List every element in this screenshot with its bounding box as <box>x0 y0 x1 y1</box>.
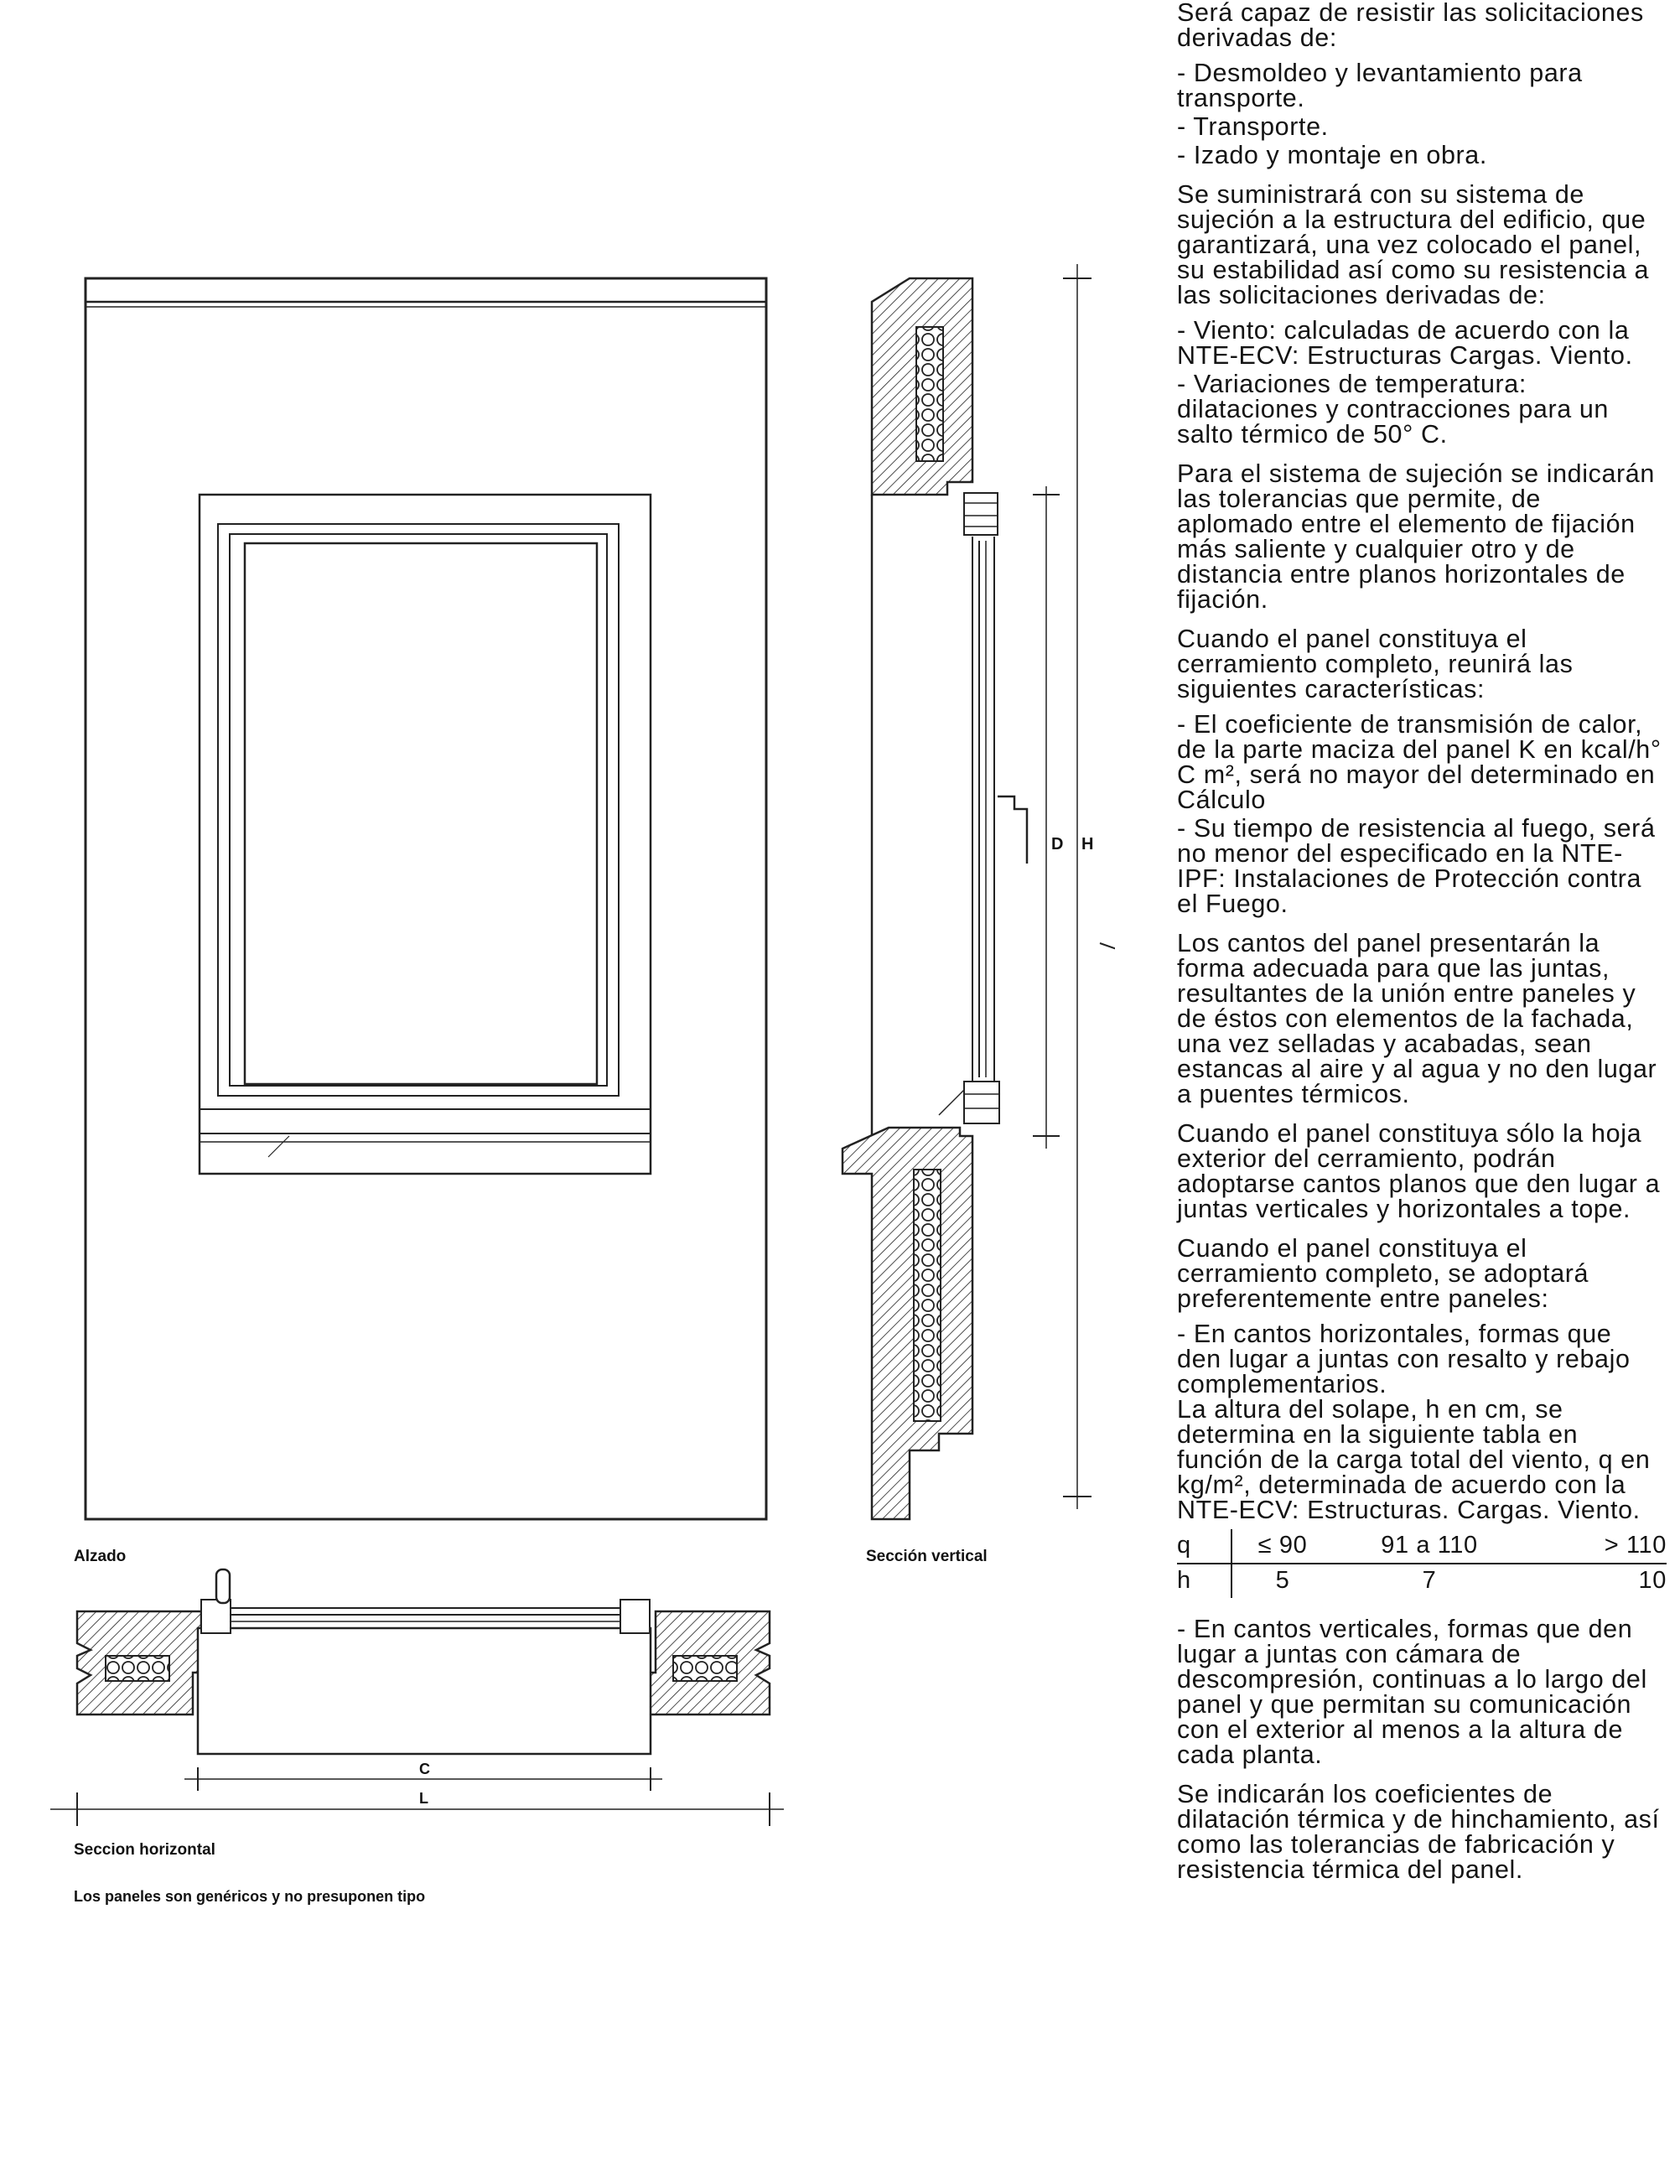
alzado-caption: Alzado <box>74 1548 127 1565</box>
paragraph: Será capaz de resistir las solicitaciones derivadas de: <box>1177 0 1644 52</box>
table-cell: 91 a 110 <box>1333 1529 1526 1564</box>
vertical-section-drawing <box>843 264 1115 1519</box>
paragraph: Cuando el panel constituya el cerramiento completo, reunirá las siguientes características: <box>1177 625 1574 703</box>
table-row <box>1177 1564 1667 1598</box>
dimension-d-label: D <box>1051 835 1064 853</box>
paragraph: Cuando el panel constituya el cerramiento completo, se adoptará preferentemente entre paneles: <box>1177 1234 1589 1313</box>
list-item: - Viento: calculadas de acuerdo con la NTE-ECV: Estructuras Cargas. Viento. <box>1177 316 1633 370</box>
paragraph: Los cantos del panel presentarán la forma adecuada para que las juntas, resultantes de la unión entre paneles y de éstos con elementos de la fachada, una vez selladas y acabadas, sean estancas al aire y al agua y no den lugar a puentes térmicos. <box>1177 929 1657 1108</box>
specification-text-column <box>1177 0 1667 1896</box>
table-cell: ≤ 90 <box>1231 1529 1333 1564</box>
table-cell: 10 <box>1638 1567 1667 1594</box>
table-cell: h <box>1177 1564 1231 1598</box>
dimension-l-label: L <box>419 1790 428 1807</box>
paragraph: Se suministrará con su sistema de sujeción a la estructura del edificio, que garantizará, una vez colocado el panel, su estabilidad así como su resistencia a las solicitaciones derivadas de: <box>1177 180 1650 309</box>
seccion-vertical-caption: Sección vertical <box>866 1548 988 1565</box>
list-item: - Su tiempo de resistencia al fuego, será no menor del especificado en la NTE-IPF: Instalaciones de Protección contra el Fuego. <box>1177 814 1656 918</box>
table-row <box>1177 1529 1667 1564</box>
list-item: - En cantos horizontales, formas que den lugar a juntas con resalto y rebajo complementarios. <box>1177 1320 1631 1398</box>
paragraph: Se indicarán los coeficientes de dilatación térmica y de hinchamiento, así como las tolerancias de fabricación y resistencia térmica del panel. <box>1177 1780 1660 1884</box>
paragraph: La altura del solape, h en cm, se determina en la siguiente tabla en función de la carga total del viento, q en kg/m², determinada de acuerdo con la NTE-ECV: Estructuras. Cargas. Viento. <box>1177 1395 1651 1524</box>
list-item: - Transporte. <box>1177 112 1329 141</box>
table-cell: 7 <box>1422 1567 1437 1594</box>
dimension-h-label: H <box>1081 835 1094 853</box>
drawing-note: Los paneles son genéricos y no presuponen tipo <box>74 1888 426 1905</box>
dimension-c-label: C <box>419 1761 430 1777</box>
table-cell: > 110 <box>1526 1529 1667 1564</box>
list-item: - En cantos verticales, formas que den lugar a juntas con cámara de descompresión, continuas a lo largo del panel y que permitan su comunicación con el exterior al menos a la altura de cada planta. <box>1177 1615 1647 1769</box>
list-item: - Izado y montaje en obra. <box>1177 141 1487 169</box>
table-cell: q <box>1177 1529 1231 1564</box>
horizontal-section-drawing <box>50 1569 784 1826</box>
list-item: - El coeficiente de transmisión de calor, de la parte maciza del panel K en kcal/h° C m², será no mayor del determinado en Cálculo <box>1177 710 1662 814</box>
list-item: - Desmoldeo y levantamiento para transporte. <box>1177 59 1583 112</box>
elevation-drawing <box>86 278 766 1519</box>
overlap-height-table <box>1177 1529 1667 1598</box>
paragraph: Para el sistema de sujeción se indicarán las tolerancias que permite, de aplomado entre el elemento de fijación más saliente y cualquier otro y de distancia entre planos horizontales de fijación. <box>1177 459 1655 614</box>
paragraph: Cuando el panel constituya sólo la hoja exterior del cerramiento, podrán adoptarse cantos planos que den lugar a juntas verticales y horizontales a tope. <box>1177 1119 1661 1223</box>
seccion-horizontal-caption: Seccion horizontal <box>74 1841 215 1859</box>
table-cell: 5 <box>1275 1567 1290 1594</box>
list-item: - Variaciones de temperatura: dilataciones y contracciones para un salto térmico de 50° C. <box>1177 370 1609 449</box>
